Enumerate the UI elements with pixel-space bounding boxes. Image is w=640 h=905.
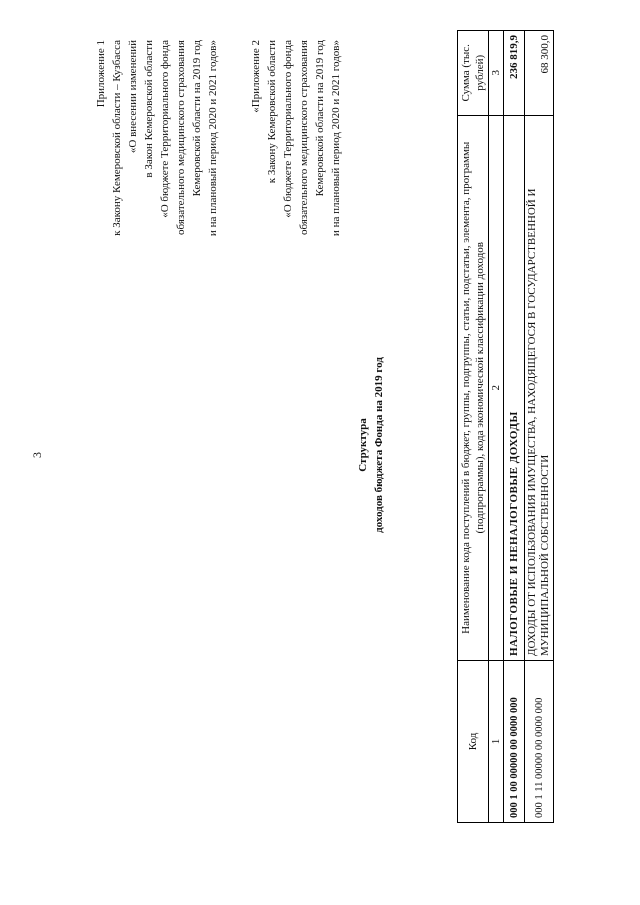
annex-1-line: к Закону Кемеровской области – Кузбасса xyxy=(111,40,123,236)
annex-2-line: к Закону Кемеровской области xyxy=(266,40,278,184)
annex-2-line: и на плановый период 2020 и 2021 годов» xyxy=(330,40,342,237)
annex-1-header xyxy=(93,40,221,340)
header-name: Наименование кода поступлений в бюджет, группы, подгруппы, статьи, подстатьи, элемента, программы (подпрограммы), кода экономической классификации доходов xyxy=(458,115,489,660)
table-row xyxy=(525,31,554,823)
column-number: 2 xyxy=(489,115,504,660)
table-row xyxy=(504,31,525,823)
annex-1-line: Кемеровской области на 2019 год xyxy=(191,40,203,197)
annex-2-line: «О бюджете Территориального фонда xyxy=(282,40,294,218)
row-sum: 236 819,9 xyxy=(504,31,525,116)
header-sum: Сумма (тыс. рублей) xyxy=(458,31,489,116)
document-title xyxy=(355,295,387,595)
revenue-table xyxy=(457,30,554,823)
annex-1-line: и на плановый период 2020 и 2021 годов» xyxy=(207,40,219,237)
annex-2-line: обязательного медицинского страхования xyxy=(298,40,310,235)
row-sum: 68 300,0 xyxy=(525,31,554,116)
row-code: 000 1 00 00000 00 0000 000 xyxy=(504,660,525,822)
column-number: 1 xyxy=(489,660,504,822)
annex-1-line: Приложение 1 xyxy=(95,40,107,108)
title-line-1: Структура xyxy=(357,418,369,472)
row-name: ДОХОДЫ ОТ ИСПОЛЬЗОВАНИЯ ИМУЩЕСТВА, НАХОДЯЩЕГОСЯ В ГОСУДАРСТВЕННОЙ И МУНИЦИПАЛЬНОЙ СОБСТВЕННОСТИ xyxy=(525,115,554,660)
annex-2-line: Кемеровской области на 2019 год xyxy=(314,40,326,197)
page-number: 3 xyxy=(30,452,44,458)
annex-1-line: «О внесении изменений xyxy=(127,40,139,154)
annex-1-line: обязательного медицинского страхования xyxy=(175,40,187,235)
row-name: НАЛОГОВЫЕ И НЕНАЛОГОВЫЕ ДОХОДЫ xyxy=(504,115,525,660)
column-number: 3 xyxy=(489,31,504,116)
table-header-row xyxy=(458,31,489,823)
annex-1-line: «О бюджете Территориального фонда xyxy=(159,40,171,218)
row-code: 000 1 11 00000 00 0000 000 xyxy=(525,660,554,822)
header-code: Код xyxy=(458,660,489,822)
annex-2-line: «Приложение 2 xyxy=(250,40,262,113)
title-line-2: доходов бюджета Фонда на 2019 год xyxy=(373,357,385,533)
column-number-row xyxy=(489,31,504,823)
annex-2-header xyxy=(248,40,344,340)
annex-1-line: в Закон Кемеровской области xyxy=(143,40,155,178)
